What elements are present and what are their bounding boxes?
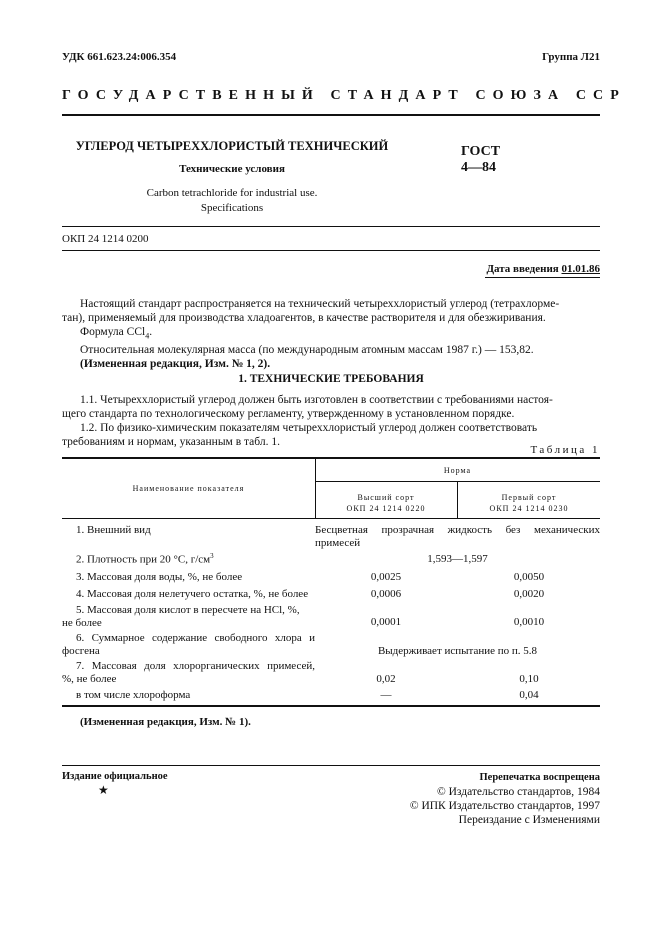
formula-subscript: 4 bbox=[145, 331, 150, 341]
reissue-note: Переиздание с Изменениями bbox=[458, 814, 600, 826]
formula-line bbox=[62, 325, 600, 343]
intro-line-2: тан), применяемый для производства хладоагентов, в качестве растворителя и для обезжиривания. bbox=[62, 312, 546, 324]
footer-rule bbox=[62, 765, 600, 766]
table-row-8-name: в том числе хлороформа bbox=[76, 689, 191, 701]
column-header-norm: Норма bbox=[443, 466, 472, 475]
table-row-4-name: 4. Массовая доля нелетучего остатка, %, не более bbox=[76, 588, 309, 600]
intro-paragraph bbox=[62, 297, 600, 371]
molecular-mass-line: Относительная молекулярная масса (по международным атомным массам 1987 г.) — 153,82. bbox=[80, 344, 534, 357]
amendment-note: (Измененная редакция, Изм. № 1, 2). bbox=[80, 358, 271, 371]
table-row-6-name-cont: фосгена bbox=[62, 645, 100, 657]
table-row-2-value: 1,593—1,597 bbox=[427, 553, 488, 565]
english-title-line-2: Specifications bbox=[200, 202, 264, 214]
footer-copyright-block bbox=[410, 771, 600, 827]
group-code: Группа Л21 bbox=[542, 51, 600, 63]
table-row-7-name-cont: %, не более bbox=[62, 673, 117, 685]
document-title: УГЛЕРОД ЧЕТЫРЕХХЛОРИСТЫЙ ТЕХНИЧЕСКИЙ bbox=[75, 139, 389, 153]
copyright-1997: © ИПК Издательство стандартов, 1997 bbox=[409, 800, 600, 812]
gost-label: ГОСТ bbox=[461, 144, 501, 159]
table-top-rule bbox=[62, 457, 600, 459]
high-grade-okp: ОКП 24 1214 0220 bbox=[346, 504, 426, 513]
document-subtitle: Технические условия bbox=[179, 163, 285, 175]
table-row-2-name-text: 2. Плотность при 20 °С, г/см bbox=[76, 553, 211, 566]
okp-code: ОКП 24 1214 0200 bbox=[62, 233, 149, 245]
gost-number: 4—84 bbox=[461, 160, 496, 175]
state-standard-heading: ГОСУДАРСТВЕННЫЙ СТАНДАРТ СОЮЗА ССР bbox=[62, 88, 626, 103]
table-row-3-high: 0,0025 bbox=[370, 571, 402, 583]
intro-line-1: Настоящий стандарт распространяется на технический четыреххлористый углерод (тетрахлорме- bbox=[80, 298, 560, 310]
section-1-text bbox=[62, 393, 600, 449]
header-rule bbox=[62, 114, 600, 116]
table-row-7-name: 7. Массовая доля хлорорганических примесей, bbox=[76, 660, 315, 672]
table-row-6-value: Выдерживает испытание по п. 5.8 bbox=[377, 645, 538, 657]
table-row-5-name: 5. Массовая доля кислот в пересчете на HCl, %, bbox=[76, 604, 300, 616]
okp-rule bbox=[62, 250, 600, 251]
table-row-3-first: 0,0050 bbox=[513, 571, 545, 583]
table-bottom-rule bbox=[62, 705, 600, 707]
column-header-first-grade bbox=[458, 492, 600, 514]
introduction-date-value: 01.01.86 bbox=[561, 263, 600, 275]
section-1-heading: 1. ТЕХНИЧЕСКИЕ ТРЕБОВАНИЯ bbox=[238, 373, 424, 385]
table-label: Таблица 1 bbox=[530, 444, 600, 456]
table-row-5-name-cont: не более bbox=[62, 617, 102, 629]
official-edition: Издание официальное bbox=[62, 771, 168, 782]
table-norm-rule bbox=[315, 481, 600, 482]
table-row-2-name-sup: 3 bbox=[210, 552, 214, 560]
table-row-6-name: 6. Суммарное содержание свободного хлора и bbox=[76, 632, 315, 644]
gost-number-block bbox=[461, 144, 500, 176]
table-row-1-value: Бесцветная прозрачная жидкость без механических bbox=[315, 524, 600, 536]
formula-suffix: . bbox=[149, 326, 153, 338]
table-row-8-first: 0,04 bbox=[519, 689, 539, 701]
table-row-2-name bbox=[76, 552, 214, 566]
introduction-date-label: Дата введения bbox=[486, 263, 559, 275]
column-header-high-grade bbox=[315, 492, 457, 514]
date-underline bbox=[485, 277, 600, 278]
clause-1-2-line-2: требованиям и нормам, указанным в табл. 1. bbox=[62, 436, 280, 448]
clause-1-1-line-1: 1.1. Четыреххлористый углерод должен быть изготовлен в соответствии с требованиями настоя- bbox=[80, 394, 553, 406]
english-title-line-1: Carbon tetrachloride for industrial use. bbox=[146, 187, 318, 199]
table-amendment-note: (Измененная редакция, Изм. № 1). bbox=[80, 716, 251, 728]
table-row-1-value-cont: примесей bbox=[315, 537, 361, 549]
table-row-4-high: 0,0006 bbox=[370, 588, 402, 600]
star-icon: ★ bbox=[98, 783, 109, 797]
first-grade-label: Первый сорт bbox=[501, 493, 557, 502]
udk-code: УДК 661.623.24:006.354 bbox=[62, 51, 177, 63]
table-row-7-first: 0,10 bbox=[519, 673, 539, 685]
high-grade-label: Высший сорт bbox=[357, 493, 415, 502]
clause-1-1-line-2: щего стандарта по технологическому регламенту, утвержденному в установленном порядке. bbox=[62, 408, 515, 420]
title-rule bbox=[62, 226, 600, 227]
table-row-8-high: — bbox=[380, 689, 392, 701]
clause-1-2-line-1: 1.2. По физико-химическим показателям четыреххлористый углерод должен соответствовать bbox=[80, 422, 538, 434]
table-row-5-high: 0,0001 bbox=[370, 616, 402, 628]
formula-prefix: Формула CCl bbox=[80, 326, 146, 338]
table-row-4-first: 0,0020 bbox=[513, 588, 545, 600]
column-header-name: Наименование показателя bbox=[132, 484, 245, 493]
introduction-date bbox=[486, 263, 600, 275]
first-grade-okp: ОКП 24 1214 0230 bbox=[489, 504, 569, 513]
copyright-1984: © Издательство стандартов, 1984 bbox=[436, 786, 600, 798]
english-title bbox=[62, 186, 402, 216]
table-row-7-high: 0,02 bbox=[376, 673, 396, 685]
table-row-3-name: 3. Массовая доля воды, %, не более bbox=[76, 571, 243, 583]
reprint-prohibited: Перепечатка воспрещена bbox=[479, 772, 600, 783]
table-row-1-name: 1. Внешний вид bbox=[76, 524, 151, 536]
table-header-bottom-rule bbox=[62, 518, 600, 519]
table-row-5-first: 0,0010 bbox=[513, 616, 545, 628]
